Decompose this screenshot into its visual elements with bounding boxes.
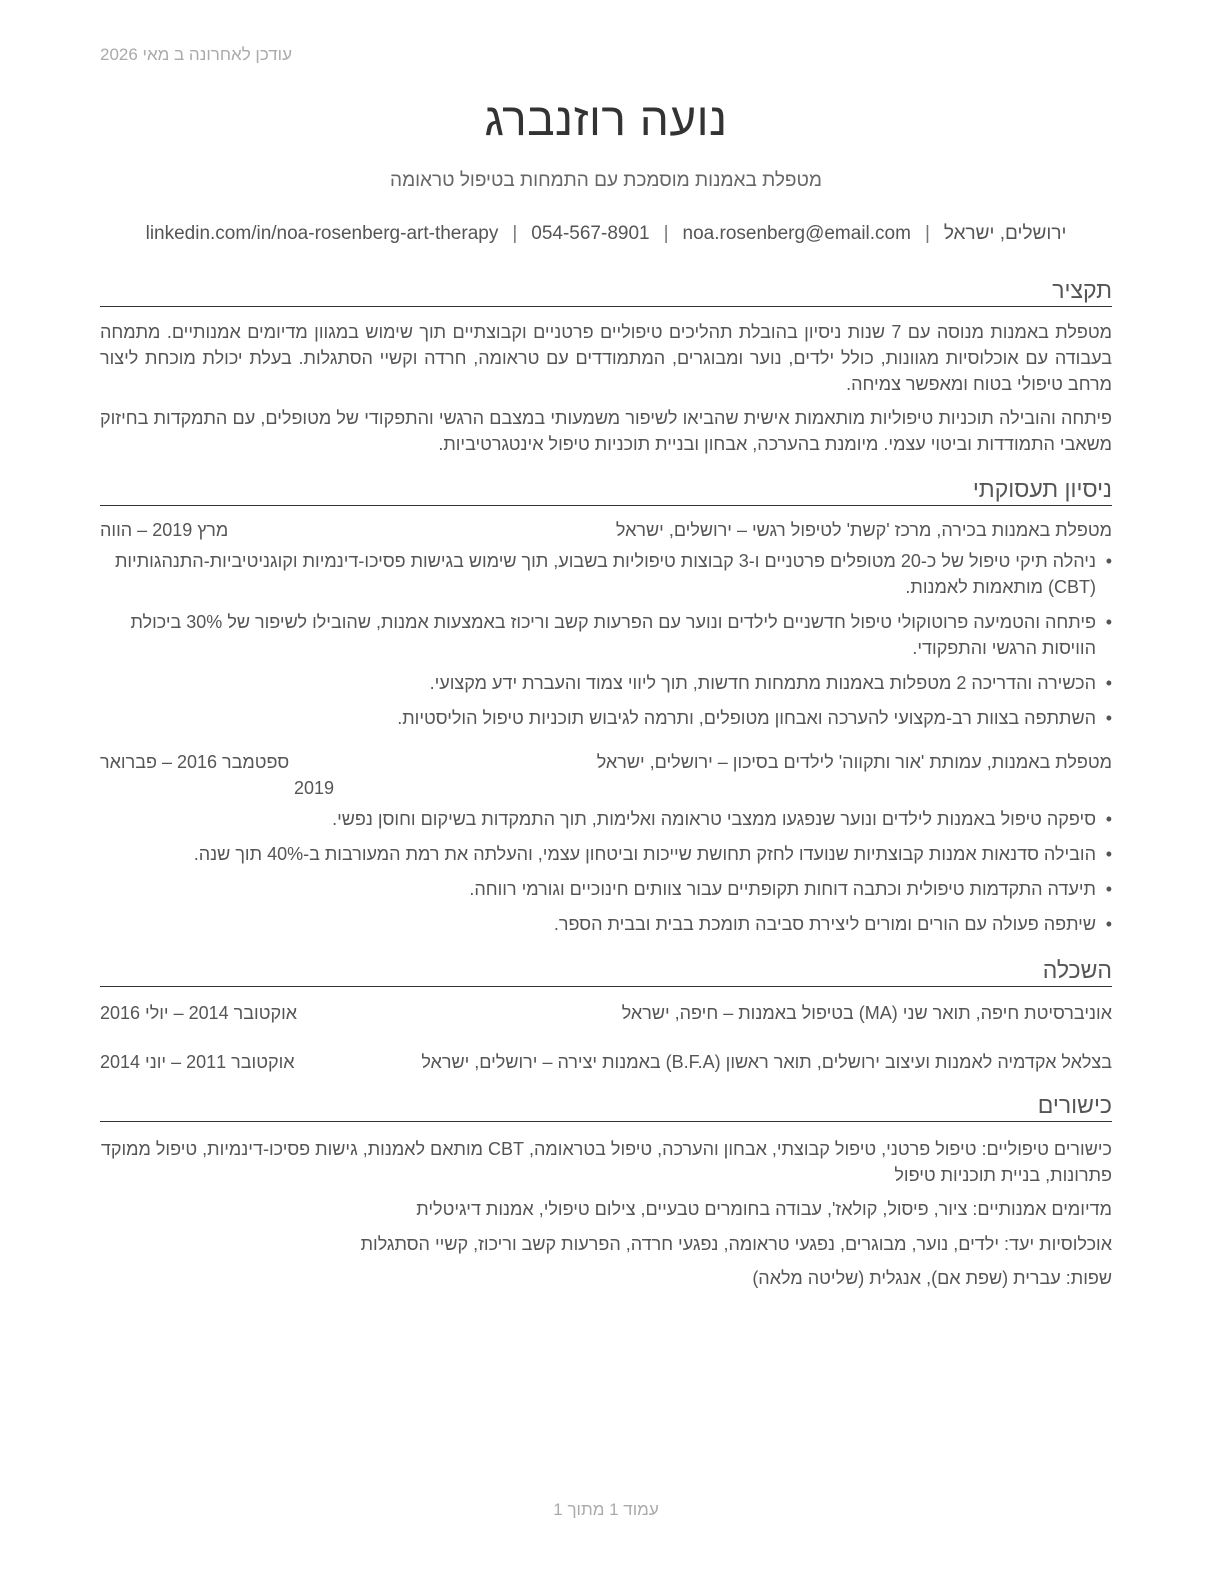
list-item: • סיפקה טיפול באמנות לילדים ונוער שנפגעו ממצבי טראומה ואלימות, תוך התמקדות בשיקום וחוסן נפשי. bbox=[100, 806, 1112, 832]
list-item: • תיעדה התקדמות טיפולית וכתבה דוחות תקופתיים עבור צוותים חינוכיים וגורמי רווחה. bbox=[100, 876, 1112, 902]
job-bullets bbox=[100, 806, 1112, 946]
contact-linkedin[interactable]: linkedin.com/in/noa-rosenberg-art-therapy bbox=[145, 223, 499, 244]
resume-page bbox=[100, 0, 1112, 1584]
job-header bbox=[100, 517, 1112, 543]
list-item: • ניהלה תיקי טיפול של כ-20 מטופלים פרטניים ו-3 קבוצות טיפוליות בשבוע, תוך שימוש בגישות פסיכו-דינמיות וקוגניטיביות-התנהגותיות (CBT) מותאמות לאמנות. bbox=[100, 548, 1112, 600]
job-role: מטפלת באמנות, עמותת 'אור ותקווה' לילדים בסיכון – ירושלים, ישראל bbox=[596, 752, 1112, 772]
contact-email[interactable]: noa.rosenberg@email.com bbox=[682, 223, 911, 244]
education-degree: אוניברסיטת חיפה, תואר שני (MA) בטיפול באמנות – חיפה, ישראל bbox=[621, 1003, 1112, 1023]
job-dates: ספטמבר 2016 – פברואר 2019 bbox=[100, 752, 334, 798]
job-bullets bbox=[100, 548, 1112, 740]
candidate-title: מטפלת באמנות מוסמכת עם התמחות בטיפול טראומה bbox=[390, 170, 822, 191]
contact-separator: | bbox=[512, 223, 518, 244]
page-number: עמוד 1 מתוך 1 bbox=[553, 1500, 659, 1519]
education-degree: בצלאל אקדמיה לאמנות ועיצוב ירושלים, תואר ראשון (B.F.A) באמנות יצירה – ירושלים, ישראל bbox=[421, 1052, 1112, 1072]
section-title-skills: כישורים bbox=[100, 1090, 1112, 1122]
skill-line: אוכלוסיות יעד: ילדים, נוער, מבוגרים, נפגעי טראומה, נפגעי חרדה, הפרעות קשב וריכוז, קשיי הסתגלות bbox=[360, 1234, 1112, 1254]
candidate-name: נועה רוזנברג bbox=[484, 93, 728, 145]
summary-paragraph: מטפלת באמנות מנוסה עם 7 שנות ניסיון בהובלת תהליכים טיפוליים פרטניים וקבוצתיים תוך שימוש במגוון מדיומים אמנותיים. מתמחה בעבודה עם אוכלוסיות מגוונות, כולל ילדים, נוער ומבוגרים, המתמודדים עם טראומה, חרדה וקשיי הסתגלות. בעלת יכולת מוכחת ליצור מרחב טיפולי בטוח ומאפשר צמיחה. bbox=[100, 322, 1112, 394]
summary-paragraph: פיתחה והובילה תוכניות טיפוליות מותאמות אישית שהביאו לשיפור משמעותי במצבם הרגשי והתפקודי של מטופלים, עם התמקדות בחיזוק משאבי התמודדות וביטוי עצמי. מיומנת בהערכה, אבחון ובניית תוכניות טיפול אינטגרטיביות. bbox=[100, 408, 1112, 454]
contact-separator: | bbox=[663, 223, 669, 244]
list-item: • הכשירה והדריכה 2 מטפלות באמנות מתמחות חדשות, תוך ליווי צמוד והעברת ידע מקצועי. bbox=[100, 670, 1112, 696]
contact-line bbox=[124, 223, 1088, 245]
section-title-education: השכלה bbox=[100, 955, 1112, 987]
education-item bbox=[100, 1000, 1112, 1026]
education-dates: אוקטובר 2011 – יוני 2014 bbox=[100, 1052, 295, 1072]
skill-line: מדיומים אמנותיים: ציור, פיסול, קולאז', עבודה בחומרים טבעיים, צילום טיפולי, אמנות דיגיטלית bbox=[416, 1199, 1112, 1219]
skill-line: שפות: עברית (שפת אם), אנגלית (שליטה מלאה) bbox=[752, 1268, 1112, 1288]
list-item: • שיתפה פעולה עם הורים ומורים ליצירת סביבה תומכת בבית ובבית הספר. bbox=[100, 911, 1112, 937]
list-item: • השתתפה בצוות רב-מקצועי להערכה ואבחון מטופלים, ותרמה לגיבוש תוכניות טיפול הוליסטיות. bbox=[100, 705, 1112, 731]
job-dates: מרץ 2019 – הווה bbox=[100, 520, 229, 540]
section-title-experience: ניסיון תעסוקתי bbox=[100, 474, 1112, 506]
education-dates: אוקטובר 2014 – יולי 2016 bbox=[100, 1003, 298, 1023]
last-updated: עודכן לאחרונה ב מאי 2026 bbox=[100, 45, 292, 64]
section-title-summary: תקציר bbox=[100, 275, 1112, 307]
skill-line: כישורים טיפוליים: טיפול פרטני, טיפול קבוצתי, אבחון והערכה, טיפול בטראומה, CBT מותאם לאמנות, גישות פסיכו-דינמיות, טיפול ממוקד פתרונות, בניית תוכניות טיפול bbox=[100, 1139, 1112, 1185]
contact-phone[interactable]: 054-567-8901 bbox=[531, 223, 650, 244]
job-header bbox=[100, 749, 1112, 801]
education-item bbox=[100, 1049, 1112, 1075]
contact-location: ירושלים, ישראל bbox=[943, 223, 1067, 244]
contact-separator: | bbox=[924, 223, 930, 244]
job-role: מטפלת באמנות בכירה, מרכז 'קשת' לטיפול רגשי – ירושלים, ישראל bbox=[615, 520, 1112, 540]
list-item: • הובילה סדנאות אמנות קבוצתיות שנועדו לחזק תחושת שייכות וביטחון עצמי, והעלתה את רמת המעורבות ב-40% תוך שנה. bbox=[100, 841, 1112, 867]
list-item: • פיתחה והטמיעה פרוטוקולי טיפול חדשניים לילדים ונוער עם הפרעות קשב וריכוז באמצעות אמנות, שהובילו לשיפור של 30% ביכולת הוויסות הרגשי והתפקודי. bbox=[100, 609, 1112, 661]
